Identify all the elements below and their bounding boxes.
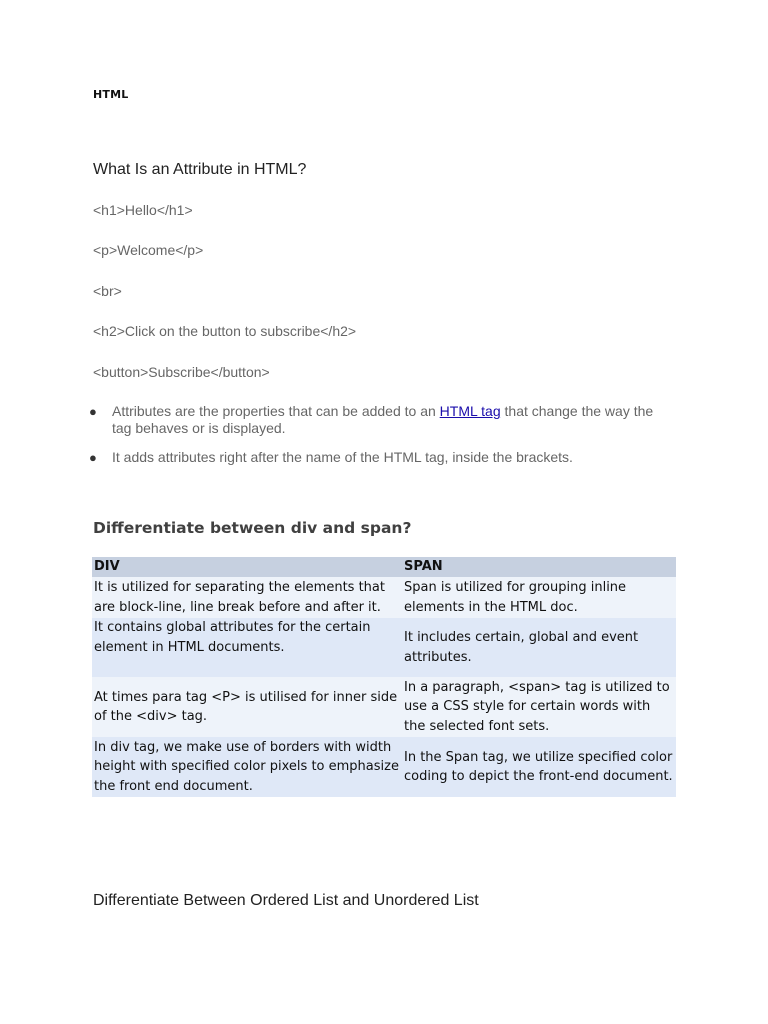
div-span-table bbox=[92, 557, 676, 797]
bullet-icon: ● bbox=[89, 450, 97, 465]
bullet-text-after: that change the way the tag behaves or is displayed. bbox=[112, 403, 654, 436]
list-item bbox=[89, 449, 673, 466]
table-cell: Span is utilized for grouping inline elements in the HTML doc. bbox=[402, 577, 676, 618]
table-header-row bbox=[92, 557, 676, 577]
table-cell: At times para tag <P> is utilised for inner side of the <div> tag. bbox=[92, 677, 402, 737]
code-line-h1: <h1>Hello</h1> bbox=[93, 202, 193, 218]
code-line-button: <button>Subscribe</button> bbox=[93, 364, 270, 380]
div-span-heading: Differentiate between div and span? bbox=[93, 519, 412, 537]
table-row bbox=[92, 677, 676, 737]
table-cell: In the Span tag, we utilize specified color coding to depict the front-end document. bbox=[402, 737, 676, 797]
table-cell: It contains global attributes for the certain element in HTML documents. bbox=[92, 618, 402, 677]
document-label: HTML bbox=[93, 88, 129, 101]
column-header-div: DIV bbox=[92, 557, 402, 577]
bullet-text-before: Attributes are the properties that can be added to an bbox=[112, 403, 440, 419]
code-line-br: <br> bbox=[93, 283, 122, 299]
table-cell: It is utilized for separating the elements that are block-line, line break before and after it. bbox=[92, 577, 402, 618]
bullet-text: It adds attributes right after the name of the HTML tag, inside the brackets. bbox=[112, 449, 573, 465]
table-cell: In a paragraph, <span> tag is utilized to use a CSS style for certain words with the selected font sets. bbox=[402, 677, 676, 737]
attribute-bullet-list bbox=[89, 403, 673, 478]
html-tag-link[interactable]: HTML tag bbox=[439, 403, 501, 419]
table-row bbox=[92, 618, 676, 677]
table-row bbox=[92, 737, 676, 797]
table-row bbox=[92, 577, 676, 618]
code-line-p: <p>Welcome</p> bbox=[93, 242, 204, 258]
code-line-h2: <h2>Click on the button to subscribe</h2> bbox=[93, 323, 357, 339]
list-difference-heading: Differentiate Between Ordered List and Unordered List bbox=[93, 892, 479, 909]
bullet-icon: ● bbox=[89, 404, 97, 419]
list-item bbox=[89, 403, 673, 437]
table-cell: In div tag, we make use of borders with width height with specified color pixels to emphasize the front end document. bbox=[92, 737, 402, 797]
column-header-span: SPAN bbox=[402, 557, 676, 577]
attribute-heading: What Is an Attribute in HTML? bbox=[93, 161, 307, 178]
table-cell: It includes certain, global and event attributes. bbox=[402, 618, 676, 677]
